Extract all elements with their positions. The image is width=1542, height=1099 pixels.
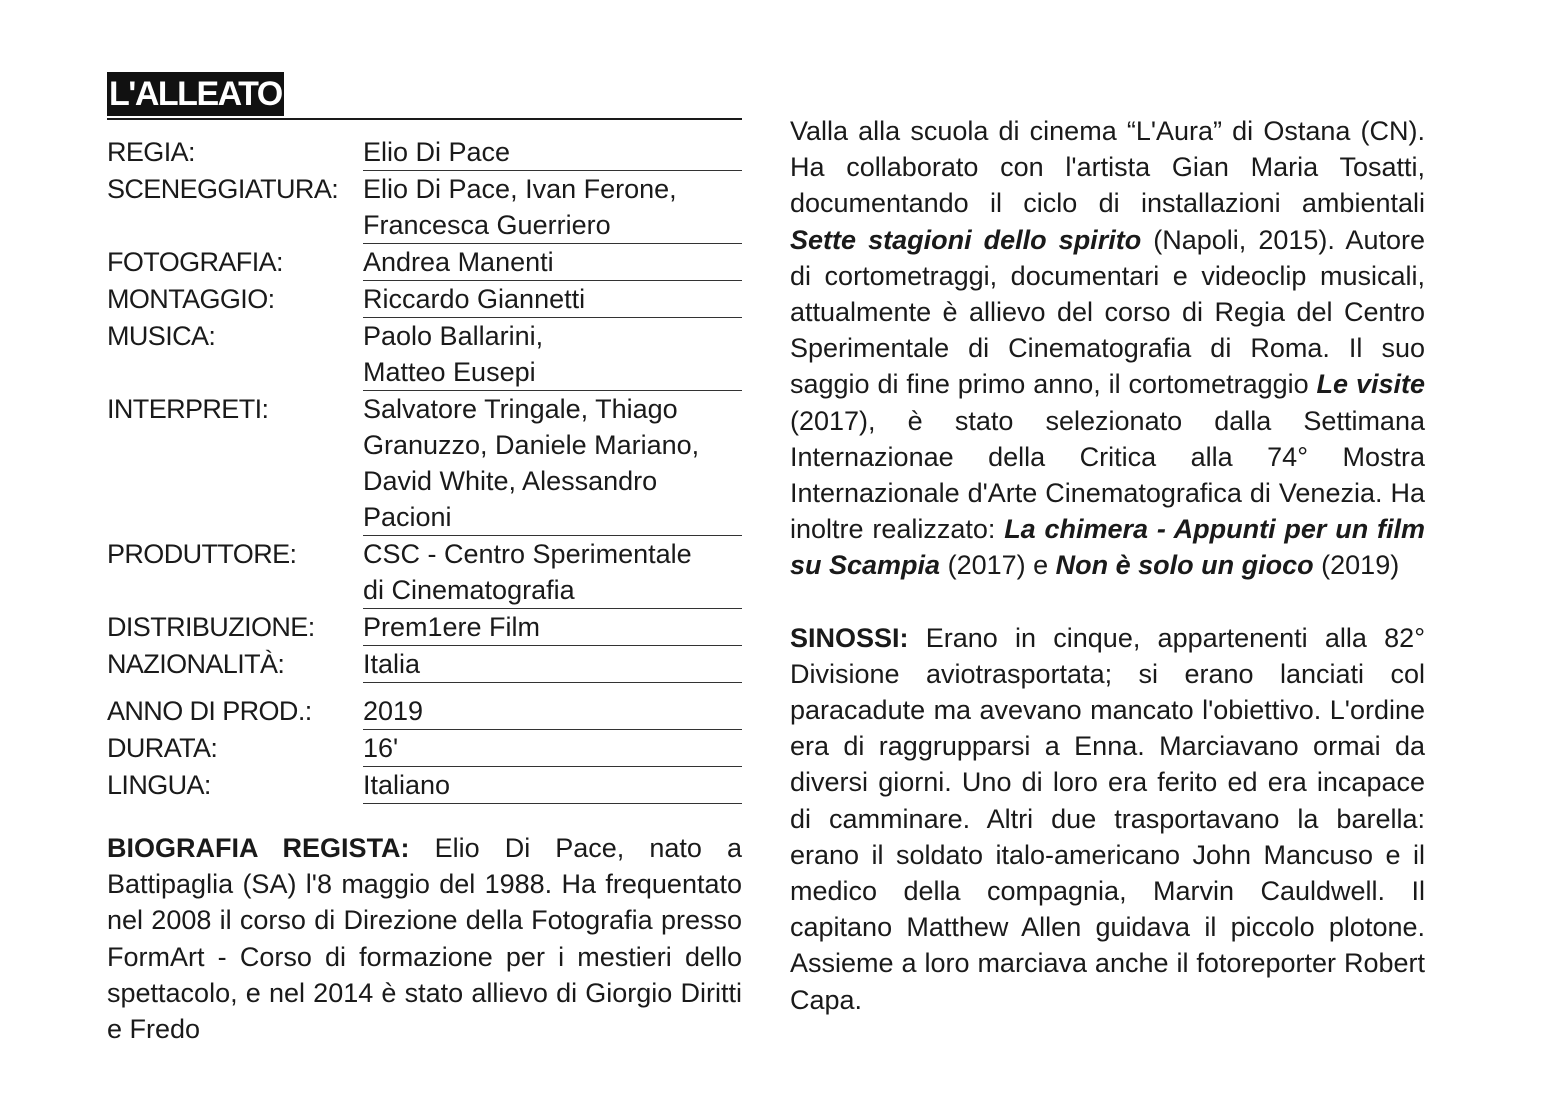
credit-row [107, 730, 742, 767]
credit-value-line: Andrea Manenti [363, 247, 554, 277]
credit-value-line: 2019 [363, 696, 424, 726]
credit-label: NAZIONALITÀ: [107, 649, 285, 679]
biography-text-part1-continued: Valla alla scuola di cinema “L'Aura” di Ostana (CN). Ha collaborato con l'artista Gian Maria Tosatti, documentando il ciclo di installazioni ambientali [790, 116, 1425, 219]
credit-value-line: Italia [363, 649, 421, 679]
work-title-3: La chimera - Appunti per un film su Scampia [790, 514, 1425, 581]
credit-value [363, 646, 742, 683]
credit-value [363, 171, 742, 244]
synopsis-heading: SINOSSI: [790, 622, 909, 653]
credit-value-line: Prem1ere Film [363, 612, 541, 642]
paragraph-spacer [790, 584, 1425, 620]
credit-label: REGIA: [107, 137, 195, 167]
credit-label: LINGUA: [107, 770, 211, 800]
work-title-4: Non è solo un gioco [1055, 550, 1314, 581]
biography-heading: BIOGRAFIA REGISTA: [107, 833, 410, 863]
credit-value-line: Matteo Eusepi [363, 357, 536, 387]
credit-value-line: Riccardo Giannetti [363, 284, 586, 314]
work-title-1: Sette stagioni dello spirito [790, 224, 1142, 255]
credit-row [107, 171, 742, 244]
credit-label: ANNO DI PROD.: [107, 696, 312, 726]
credit-label: DURATA: [107, 733, 218, 763]
credit-value-line: Salvatore Tringale, Thiago [363, 394, 678, 424]
credit-row [107, 244, 742, 281]
biography-text-part5: (2019) [1313, 550, 1400, 581]
credit-value [363, 134, 742, 171]
biography-text-part2: (Napoli, 2015). Autore di cortometraggi, documentari e videoclip musicali, attualmente è allievo del corso di Regia del Centro Sperimentale di Cinematografia di Roma. Il suo saggio di fine primo anno, il cortometraggio [790, 224, 1425, 400]
biography-column-start [107, 830, 742, 1047]
synopsis-text: Erano in cinque, appartenenti alla 82° Divisione aviotrasportata; si erano lanciati col paracadute ma avevano mancato l'obiettivo. L'ordine era di raggrupparsi a Enna. Marciavano ormai da diversi giorni. Uno di loro era ferito ed era incapace di camminare. Altri due trasportavano la barella: erano il soldato italo-americano John Mancuso e il medico della compagnia, Marvin Cauldwell. Il capitano Matthew Allen guidava il piccolo plotone. Assieme a loro marciava anche il fotoreporter Robert Capa. [790, 622, 1425, 1015]
credit-value-line: CSC - Centro Sperimentale [363, 539, 692, 569]
biography-text-part1: Elio Di Pace, nato a Battipaglia (SA) l'8 maggio del 1988. Ha frequentato nel 2008 il corso di Direzione della Fotografia presso FormArt - Corso di formazione per i mestieri dello spettacolo, e nel 2014 è stato allievo di Giorgio Diritti e Fredo [107, 833, 742, 1045]
credit-row [107, 609, 742, 646]
credit-row [107, 767, 742, 804]
credit-value-line: Paolo Ballarini, [363, 321, 544, 351]
credit-value [363, 281, 742, 318]
biography-paragraph-continued [790, 113, 1425, 584]
title-bar [107, 72, 742, 120]
credit-label: FOTOGRAFIA: [107, 247, 283, 277]
credit-row [107, 391, 742, 536]
credits-table [107, 134, 742, 804]
credit-label: MONTAGGIO: [107, 284, 275, 314]
credit-value [363, 767, 742, 804]
credit-value [363, 391, 742, 536]
credit-value [363, 244, 742, 281]
credit-value [363, 609, 742, 646]
biography-paragraph-start [107, 830, 742, 1047]
credit-label: MUSICA: [107, 321, 216, 351]
credit-label: SCENEGGIATURA: [107, 174, 339, 204]
credit-label: DISTRIBUZIONE: [107, 612, 315, 642]
credit-row [107, 318, 742, 391]
credit-value-line: David White, Alessandro [363, 466, 658, 496]
credit-value-line: Granuzzo, Daniele Mariano, [363, 430, 700, 460]
credit-row [107, 693, 742, 730]
credit-value [363, 318, 742, 391]
credit-value-line: Pacioni [363, 502, 452, 532]
biography-column-continued [790, 113, 1425, 1018]
credit-row [107, 536, 742, 609]
credit-value-line: Italiano [363, 770, 451, 800]
synopsis-paragraph [790, 620, 1425, 1018]
biography-text-part4: (2017) e [940, 550, 1056, 581]
credit-row [107, 281, 742, 318]
work-title-2: Le visite [1316, 369, 1425, 400]
credit-value-line: 16' [363, 733, 399, 763]
credit-value-line: Elio Di Pace, Ivan Ferone, [363, 174, 677, 204]
credit-row [107, 646, 742, 683]
credit-value-line: di Cinematografia [363, 575, 575, 605]
credit-value-line: Francesca Guerriero [363, 210, 611, 240]
credit-label: INTERPRETI: [107, 394, 269, 424]
credit-value [363, 730, 742, 767]
credit-value [363, 693, 742, 730]
credit-row [107, 134, 742, 171]
credit-label: PRODUTTORE: [107, 539, 297, 569]
credit-value [363, 536, 742, 609]
biography-text-part3: (2017), è stato selezionato dalla Settimana Internazionae della Critica alla 74° Mostra Internazionale d'Arte Cinematografica di Venezia. Ha inoltre realizzato: [790, 405, 1425, 545]
film-title: L'ALLEATO [107, 72, 284, 116]
credit-value-line: Elio Di Pace [363, 137, 511, 167]
